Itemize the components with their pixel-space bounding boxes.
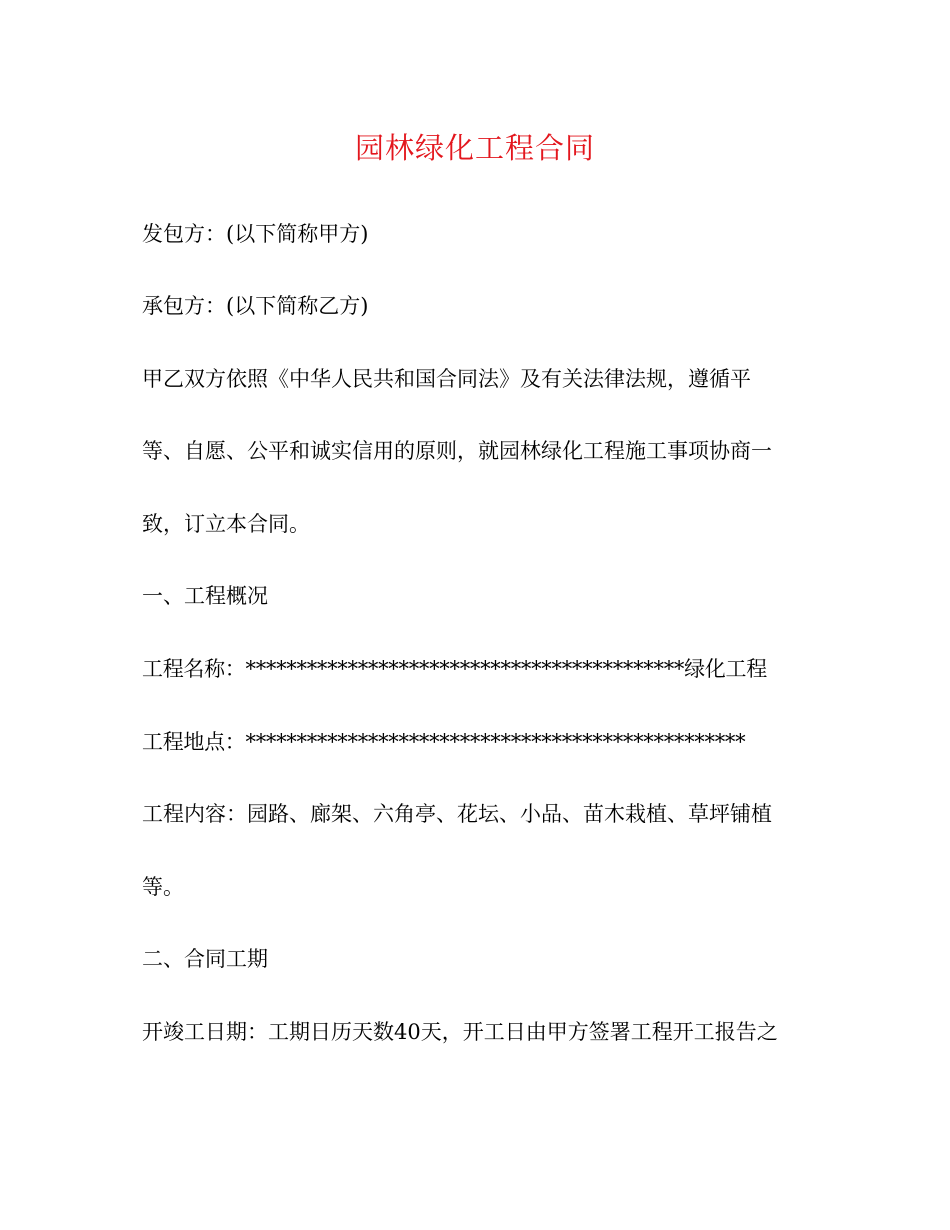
section-heading-schedule: 二、合同工期 [142, 947, 268, 971]
preamble-line-3: 致，订立本合同。 [142, 512, 310, 536]
schedule-dates-line: 开竣工日期：工期日历天数40天，开工日由甲方签署工程开工报告之 [142, 1020, 778, 1044]
contractor-party-a-line: 发包方：(以下简称甲方) [142, 222, 369, 246]
project-content-line-2: 等。 [142, 875, 184, 899]
document-title: 园林绿化工程合同 [354, 131, 595, 165]
project-content-line-1: 工程内容：园路、廊架、六角亭、花坛、小品、苗木栽植、草坪铺植 [142, 802, 772, 826]
contractor-party-b-line: 承包方：(以下简称乙方) [142, 294, 369, 318]
project-name-line: 工程名称：*******************************************绿化工程 [142, 657, 767, 681]
section-heading-overview: 一、工程概况 [142, 584, 268, 608]
preamble-line-1: 甲乙双方依照《中华人民共和国合同法》及有关法律法规，遵循平 [142, 367, 751, 391]
preamble-line-2: 等、自愿、公平和诚实信用的原则，就园林绿化工程施工事项协商一 [142, 439, 772, 463]
project-location-line: 工程地点：************************************************* [142, 730, 746, 754]
